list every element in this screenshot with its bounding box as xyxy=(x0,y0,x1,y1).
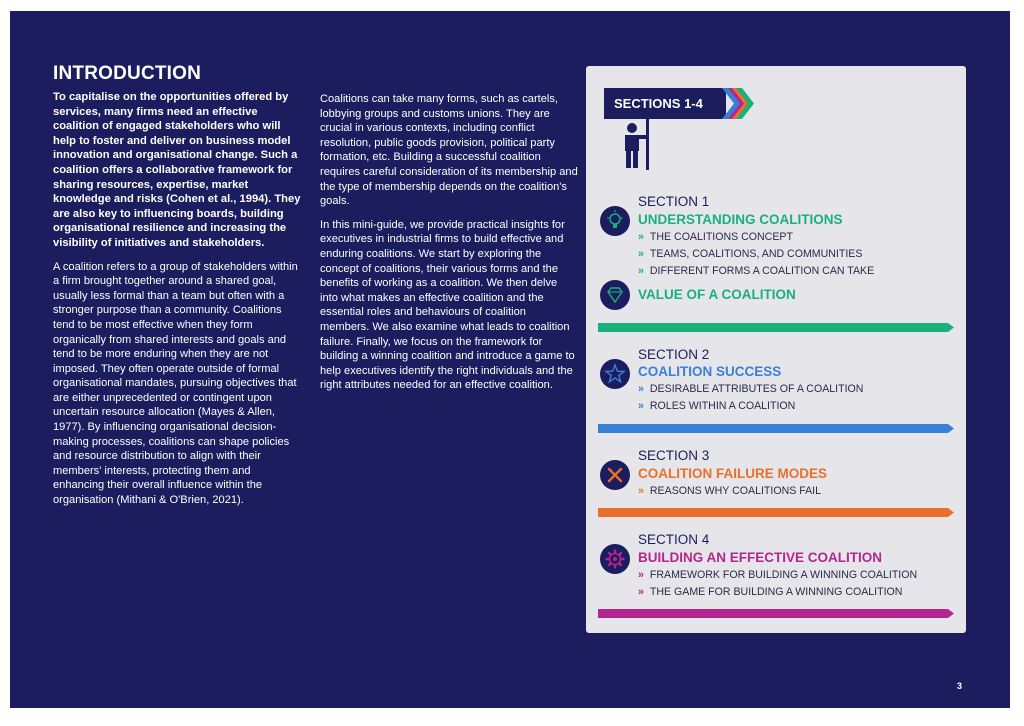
intro-column-left xyxy=(53,63,303,517)
intro-paragraph-2: Coalitions can take many forms, such as cartels, lobbying groups and customs unions. They are crucial in various contexts, including conflict resolution, public goods provision, political party formation, etc. Building a successful coalition requires careful consideration of its membership and the type of membership depends on the coalition's goals. xyxy=(320,93,578,208)
star-icon xyxy=(600,359,630,389)
sections-sign: SECTIONS 1-4 xyxy=(604,88,726,119)
section-1-title: UNDERSTANDING COALITIONS xyxy=(638,212,843,227)
section-4-number: SECTION 4 xyxy=(638,532,710,547)
section-1-items xyxy=(638,229,874,280)
section-2-items xyxy=(638,381,863,415)
page-number: 3 xyxy=(957,681,963,691)
section-1-divider xyxy=(598,323,954,332)
list-item: » DESIRABLE ATTRIBUTES OF A COALITION xyxy=(638,383,864,395)
list-item: » THE GAME FOR BUILDING A WINNING COALITION xyxy=(638,586,903,598)
intro-lead: To capitalise on the opportunities offered by services, many firms need an effective coalition of engaged stakeholders who will help to foster and deliver on business model innovation and organisational change. Such a coalition offers a collaborative framework for sharing resources, expertise, market knowledge and risks (Cohen et al., 1994). They are also key to influencing boards, building organisational resilience and increasing the visibility of initiatives and stakeholders. xyxy=(53,91,301,249)
list-item: » DIFFERENT FORMS A COALITION CAN TAKE xyxy=(638,265,875,277)
section-3-title: COALITION FAILURE MODES xyxy=(638,466,827,481)
cross-icon xyxy=(600,460,630,490)
gear-icon xyxy=(600,544,630,574)
section-1-subtitle: VALUE OF A COALITION xyxy=(638,287,796,302)
page xyxy=(10,11,1010,708)
lightbulb-icon xyxy=(600,206,630,236)
section-2-divider xyxy=(598,424,954,433)
section-4-divider xyxy=(598,609,954,618)
chevron-arrows-icon xyxy=(722,88,756,119)
intro-column-right xyxy=(320,92,578,402)
section-4-items xyxy=(638,567,917,601)
intro-paragraph-1: A coalition refers to a group of stakeholders within a firm brought together around a shared goal, usually less formal than a team but often with a stronger purpose than a community. Coalitions tend to be most effective when they form organically from shared interests and goals and tend to be more enduring when they are not imposed. They often operate outside of formal organisational mandates, pursuing objectives that are either unprecedented or contingent upon uncertain resource allocation (Mayes & Allen, 1977). By influencing organisational decision-making processes, coalitions can shape policies and resource distribution to align with their members' interests, protecting them and enhancing their overall influence within the organisation (Mithani & O'Brien, 2021). xyxy=(53,260,298,507)
section-1-number: SECTION 1 xyxy=(638,194,710,209)
list-item: » FRAMEWORK FOR BUILDING A WINNING COALITION xyxy=(638,569,918,581)
list-item: » THE COALITIONS CONCEPT xyxy=(638,231,793,243)
section-3-number: SECTION 3 xyxy=(638,448,710,463)
list-item: » TEAMS, COALITIONS, AND COMMUNITIES xyxy=(638,248,863,260)
list-item: » REASONS WHY COALITIONS FAIL xyxy=(638,485,822,497)
section-2-number: SECTION 2 xyxy=(638,347,710,362)
section-3-divider xyxy=(598,508,954,517)
section-3-items xyxy=(638,483,821,500)
intro-title: INTRODUCTION xyxy=(53,63,202,84)
section-2-title: COALITION SUCCESS xyxy=(638,364,782,379)
section-4-title: BUILDING AN EFFECTIVE COALITION xyxy=(638,550,882,565)
diamond-icon xyxy=(600,280,630,310)
list-item: » ROLES WITHIN A COALITION xyxy=(638,400,796,412)
sections-panel xyxy=(586,66,966,633)
person-holding-sign-icon xyxy=(622,118,656,170)
intro-paragraph-3: In this mini-guide, we provide practical insights for executives in industrial firms to build effective and enduring coalitions. We start by exploring the concept of coalitions, their various forms and the benefits of working as a coalition. We then delve into what makes an effective coalition and the essential roles and behaviours of coalition members. We also examine what leads to coalition failure. Finally, we focus on the framework for building a winning coalition and introduce a game to help executives identify the right individuals and the right attributes needed for an effective coalition. xyxy=(320,218,575,392)
